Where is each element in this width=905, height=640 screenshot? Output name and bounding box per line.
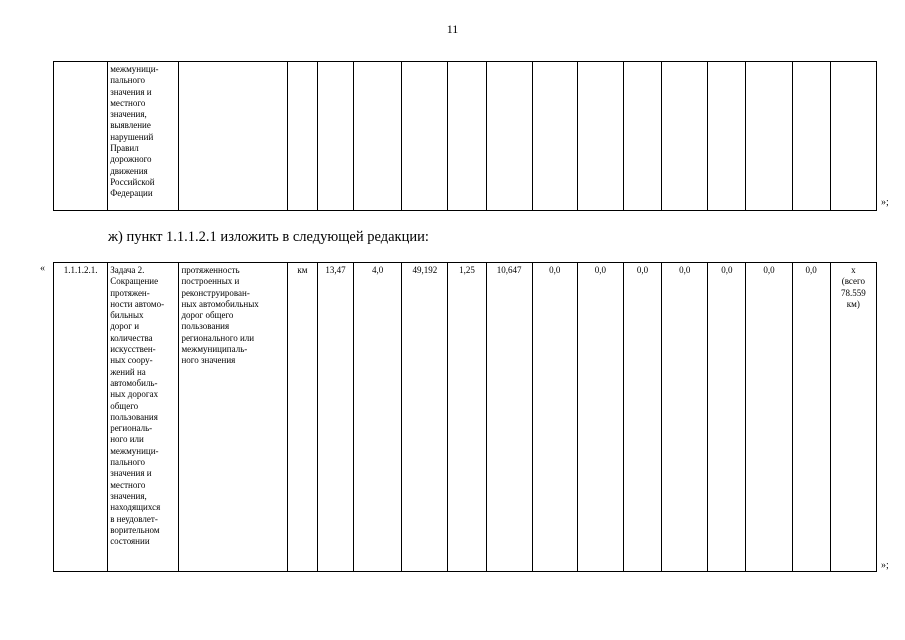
cell-value xyxy=(448,62,486,211)
opening-quote-mark: « xyxy=(40,263,45,274)
cell-value xyxy=(317,62,353,211)
cell-number xyxy=(54,62,108,211)
cell-value: 13,47 xyxy=(317,263,353,572)
cell-value: 0,0 xyxy=(623,263,661,572)
cell-value: 0,0 xyxy=(577,263,623,572)
cell-total: х (всего 78.559 км) xyxy=(830,263,876,572)
cell-value: 49,192 xyxy=(402,263,448,572)
cell-unit xyxy=(287,62,317,211)
table-bottom xyxy=(53,262,877,572)
page-number: 11 xyxy=(446,22,459,36)
table-row xyxy=(54,263,877,572)
instruction-text: ж) пункт 1.1.1.2.1 изложить в следующей редакции: xyxy=(108,229,429,245)
cell-value xyxy=(354,62,402,211)
closing-quote-mark: »; xyxy=(881,197,889,208)
cell-indicator: протяженность построенных и реконструирован- ных автомобильных дорог общего пользования регионального или межмуниципаль- ного значения xyxy=(179,263,287,572)
cell-value xyxy=(792,62,830,211)
cell-value xyxy=(577,62,623,211)
cell-indicator xyxy=(179,62,287,211)
cell-value: 1,25 xyxy=(448,263,486,572)
cell-unit: км xyxy=(287,263,317,572)
table-row xyxy=(54,62,877,211)
cell-value: 10,647 xyxy=(486,263,532,572)
cell-value: 0,0 xyxy=(532,263,577,572)
cell-value xyxy=(708,62,746,211)
cell-total xyxy=(830,62,876,211)
cell-value xyxy=(402,62,448,211)
closing-quote-mark: »; xyxy=(881,560,889,571)
cell-value: 0,0 xyxy=(662,263,708,572)
table-top xyxy=(53,61,877,211)
cell-value xyxy=(662,62,708,211)
cell-value: 0,0 xyxy=(708,263,746,572)
cell-value xyxy=(623,62,661,211)
cell-value: 0,0 xyxy=(746,263,792,572)
cell-value: 4,0 xyxy=(354,263,402,572)
cell-value: 0,0 xyxy=(792,263,830,572)
cell-value xyxy=(486,62,532,211)
cell-task: Задача 2. Сокращение протяжен- ности автомо- бильных дорог и количества искусствен- ных соору- жений на автомобиль- ных дорогах общего пользования региональ- ного или межмуници- пального значения и местного значения, находящихся в неудовлет- ворительном состоянии xyxy=(108,263,179,572)
cell-task-continuation: межмуници- пального значения и местного значения, выявление нарушений Правил дорожного движения Российской Федерации xyxy=(108,62,179,211)
cell-value xyxy=(532,62,577,211)
cell-number: 1.1.1.2.1. xyxy=(54,263,108,572)
cell-value xyxy=(746,62,792,211)
